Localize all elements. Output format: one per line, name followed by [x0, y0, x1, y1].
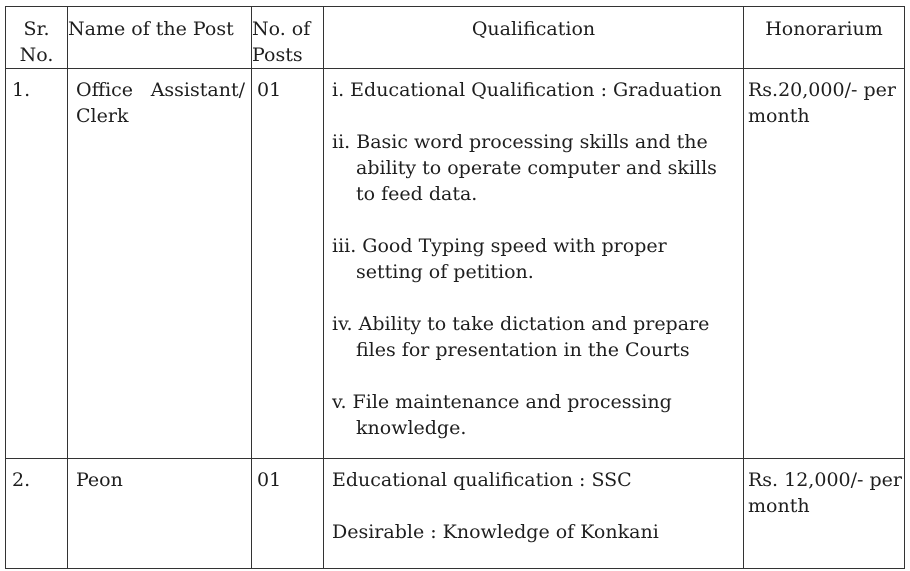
recruitment-table: [5, 6, 905, 569]
cell-name-of-post: Peon: [68, 459, 252, 569]
table-row: [6, 459, 905, 569]
cell-honorarium: Rs.20,000/- per month: [744, 69, 905, 459]
header-sr-no: Sr. No.: [6, 7, 68, 69]
cell-qualification: [324, 69, 744, 459]
cell-sr-no: 2.: [6, 459, 68, 569]
qualification-item: i. Educational Qualification : Graduation: [332, 79, 722, 101]
cell-sr-no: 1.: [6, 69, 68, 459]
header-honorarium: Honorarium: [744, 7, 905, 69]
cell-qualification: [324, 459, 744, 569]
qualification-item: ii. Basic word processing skills and the ability to operate computer and skills to feed data.: [332, 131, 717, 205]
header-no-of-posts: No. of Posts: [252, 7, 324, 69]
cell-no-of-posts: 01: [252, 459, 324, 569]
cell-no-of-posts: 01: [252, 69, 324, 459]
header-name-of-post: Name of the Post: [68, 7, 252, 69]
header-qualification: Qualification: [324, 7, 744, 69]
cell-name-of-post: Office Assistant/ Clerk: [68, 69, 252, 459]
qualification-item: Educational qualification : SSC: [332, 469, 632, 491]
table-row: [6, 69, 905, 459]
qualification-item: iii. Good Typing speed with proper setting of petition.: [332, 235, 667, 283]
qualification-item: v. File maintenance and processing knowledge.: [332, 391, 672, 439]
qualification-item: Desirable : Knowledge of Konkani: [332, 521, 659, 543]
header-row: [6, 7, 905, 69]
cell-honorarium: Rs. 12,000/- per month: [744, 459, 905, 569]
qualification-item: iv. Ability to take dictation and prepare files for presentation in the Courts: [332, 313, 710, 361]
